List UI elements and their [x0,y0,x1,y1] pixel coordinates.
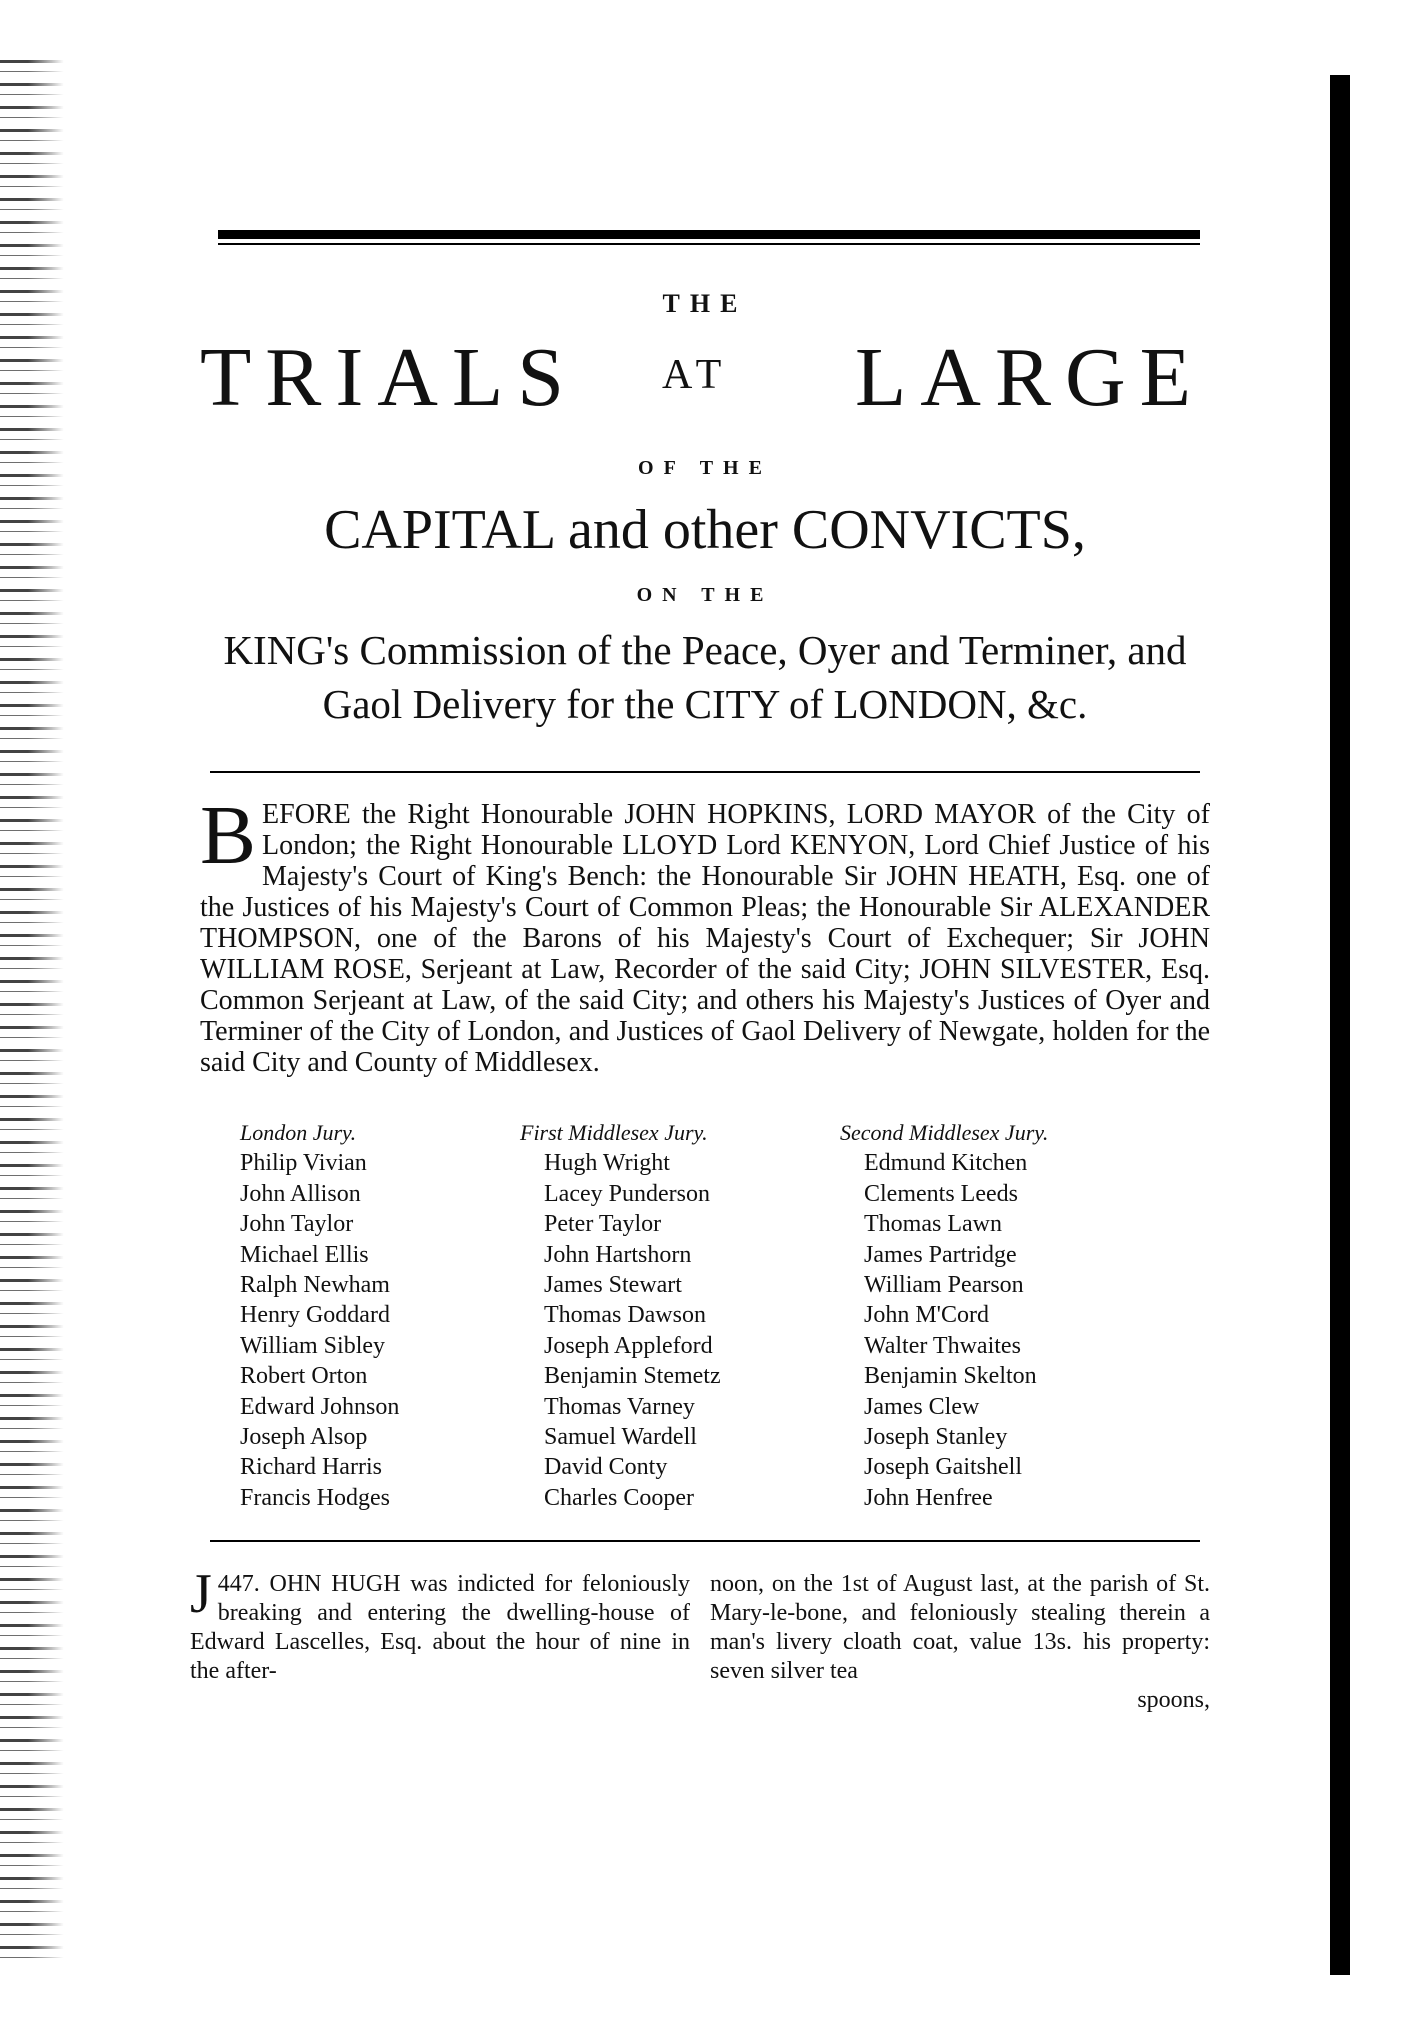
juror-name: James Clew [864,1393,980,1420]
juror-name: Hugh Wright [544,1150,670,1177]
juror-name: John Taylor [240,1211,354,1238]
juror-name: Lacey Punderson [544,1180,710,1207]
juror-name: Francis Hodges [240,1484,390,1511]
juror-name: Philip Vivian [240,1150,367,1177]
header-thick-rule [218,230,1200,239]
drop-cap: B [200,789,257,882]
juror-name: Robert Orton [240,1363,368,1390]
juror-name: Thomas Varney [544,1393,695,1420]
juror-name: Thomas Lawn [864,1211,1002,1238]
catchword: spoons, [1137,1687,1210,1713]
title-at: AT [662,352,730,398]
spine-fade [28,60,70,1960]
title-king-line: KING's Commission of the Peace, Oyer and Terminer, and [223,627,1187,673]
juror-name: John Allison [240,1180,361,1207]
juror-name: Joseph Stanley [864,1424,1008,1451]
case-drop-cap: J [190,1563,212,1625]
header-thin-rule [218,243,1200,245]
title-main [200,329,1210,439]
case-text-right: noon, on the 1st of August last, at the parish of St. Mary-le-bone, and feloniously stealing therein a man's livery cloath coat, value 13s. his property: seven silver tea [710,1571,1210,1684]
jury-column-london [240,1118,399,1513]
juror-name: William Sibley [240,1332,386,1359]
juror-name: Peter Taylor [544,1211,662,1238]
case-number: 447. [217,1571,260,1597]
section-rule [210,771,1200,773]
right-margin-bar [1330,75,1350,1975]
preamble-paragraph [200,789,1210,1078]
juror-name: Michael Ellis [240,1241,369,1268]
juror-name: Edward Johnson [240,1393,400,1420]
jury-column-second-middlesex [840,1118,1048,1513]
title-capital-line: CAPITAL and other CONVICTS, [324,499,1086,561]
juror-name: Benjamin Skelton [864,1363,1037,1390]
juror-name: Ralph Newham [240,1272,390,1299]
jury-lists [200,1118,1210,1528]
case-column-left [190,1563,690,1686]
juror-name: David Conty [544,1454,668,1481]
page-content [190,230,1210,1760]
jury-column-first-middlesex [520,1118,721,1513]
jury-bottom-rule [210,1540,1200,1542]
juror-name: John M'Cord [864,1302,990,1329]
juror-name: Thomas Dawson [544,1302,706,1329]
juror-name: William Pearson [864,1272,1024,1299]
juror-name: Henry Goddard [240,1302,390,1329]
title-gaol-line: Gaol Delivery for the CITY of LONDON, &c. [322,681,1088,727]
juror-name: Clements Leeds [864,1180,1018,1207]
title-trials: TRIALS [200,331,578,424]
juror-name: Joseph Appleford [544,1332,713,1359]
title-large: LARGE [855,331,1205,424]
juror-name: Benjamin Stemetz [544,1363,721,1390]
jury-heading: London Jury. [240,1120,357,1145]
jury-heading: First Middlesex Jury. [520,1120,708,1145]
juror-name: Joseph Gaitshell [864,1454,1022,1481]
title-the: THE [662,289,748,318]
juror-name: Joseph Alsop [240,1424,368,1451]
case-447 [190,1563,1210,1760]
preamble-text: EFORE the Right Honourable JOHN HOPKINS, LORD MAYOR of the City of London; the Right Honourable LLOYD Lord KENYON, Lord Chief Justice of his Majesty's Court of King's Bench: the Honourable Sir JOHN HEATH, Esq. one of the Justices of his Majesty's Court of Common Pleas; the Honourable Sir ALEXANDER THOMPSON, one of the Barons of his Majesty's Court of Exchequer; Sir JOHN WILLIAM ROSE, Serjeant at Law, Recorder of the said City; JOHN SILVESTER, Esq. Common Serjeant at Law, of the said City; and others his Majesty's Justices of Oyer and Terminer of the City of London, and Justices of Gaol Delivery of Newgate, holden for the said City and County of Middlesex. [200,799,1210,1078]
case-column-right [710,1570,1210,1715]
juror-name: Samuel Wardell [544,1424,697,1451]
juror-name: James Partridge [864,1241,1017,1268]
juror-name: Edmund Kitchen [864,1150,1028,1177]
juror-name: James Stewart [544,1272,682,1299]
jury-heading: Second Middlesex Jury. [840,1120,1049,1145]
juror-name: Richard Harris [240,1454,382,1481]
juror-name: Walter Thwaites [864,1332,1021,1359]
title-of-the: OF THE [638,457,772,479]
juror-name: John Henfree [864,1484,993,1511]
juror-name: John Hartshorn [544,1241,692,1268]
juror-name: Charles Cooper [544,1484,694,1511]
title-on-the: ON THE [636,584,774,606]
case-text-left: OHN HUGH was indicted for feloniously breaking and entering the dwelling-house of Edward Lascelles, Esq. about the hour of nine in the after- [190,1571,690,1684]
